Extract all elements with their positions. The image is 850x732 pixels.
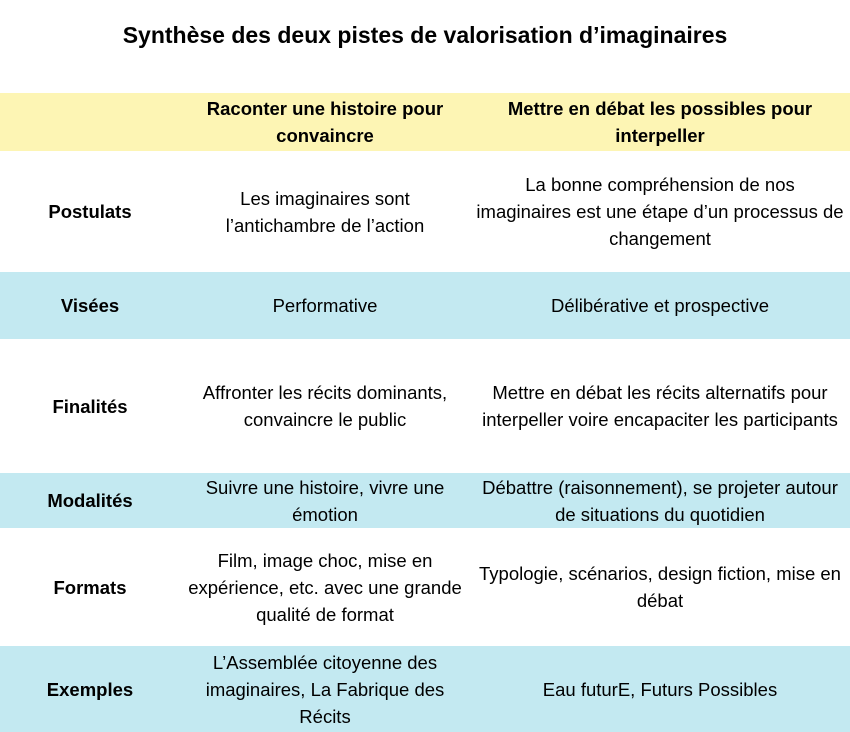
cell-finalites-debat: Mettre en débat les récits alternatifs pour interpeller voire encapaciter les participants	[482, 382, 838, 430]
cell-postulats-raconter: Les imaginaires sont l’antichambre de l’action	[225, 187, 425, 236]
cell-exemples-debat: Eau futurE, Futurs Possibles	[542, 678, 778, 700]
row-label-formats: Formats	[53, 576, 127, 598]
row-label-finalites: Finalités	[52, 395, 128, 417]
page-title: Synthèse des deux pistes de valorisation d’imaginaires	[122, 22, 728, 48]
table-row-postulats	[0, 151, 850, 272]
cell-modalites-raconter: Suivre une histoire, vivre une émotion	[205, 476, 445, 525]
header-raconter: Raconter une histoire pour convaincre	[206, 98, 444, 146]
cell-modalites-debat: Débattre (raisonnement), se projeter autour de situations du quotidien	[482, 476, 838, 525]
table-row-visees	[0, 272, 850, 339]
row-label-postulats: Postulats	[48, 201, 132, 222]
table-row-finalites	[0, 339, 850, 473]
cell-finalites-raconter: Affronter les récits dominants, convaincre le public	[202, 382, 448, 430]
cell-formats-raconter: Film, image choc, mise en expérience, etc. avec une grande qualité de format	[188, 549, 462, 625]
cell-exemples-raconter: L’Assemblée citoyenne des imaginaires, La Fabrique des Récits	[205, 651, 445, 727]
row-label-visees: Visées	[60, 295, 120, 316]
cell-visees-raconter: Performative	[272, 295, 378, 316]
cell-visees-debat: Délibérative et prospective	[551, 295, 769, 316]
table-row-modalites	[0, 473, 850, 528]
header-mettre-en-debat: Mettre en débat les possibles pour interpeller	[507, 98, 813, 146]
table-row-exemples	[0, 646, 850, 732]
synthesis-table	[0, 93, 850, 732]
row-label-modalites: Modalités	[47, 490, 133, 511]
table-row-formats	[0, 528, 850, 646]
table-header-row	[0, 93, 850, 151]
header-empty-cell	[0, 93, 180, 151]
cell-formats-debat: Typologie, scénarios, design fiction, mise en débat	[479, 563, 841, 611]
cell-postulats-debat: La bonne compréhension de nos imaginaires est une étape d’un processus de changement	[476, 174, 844, 249]
row-label-exemples: Exemples	[46, 678, 134, 700]
